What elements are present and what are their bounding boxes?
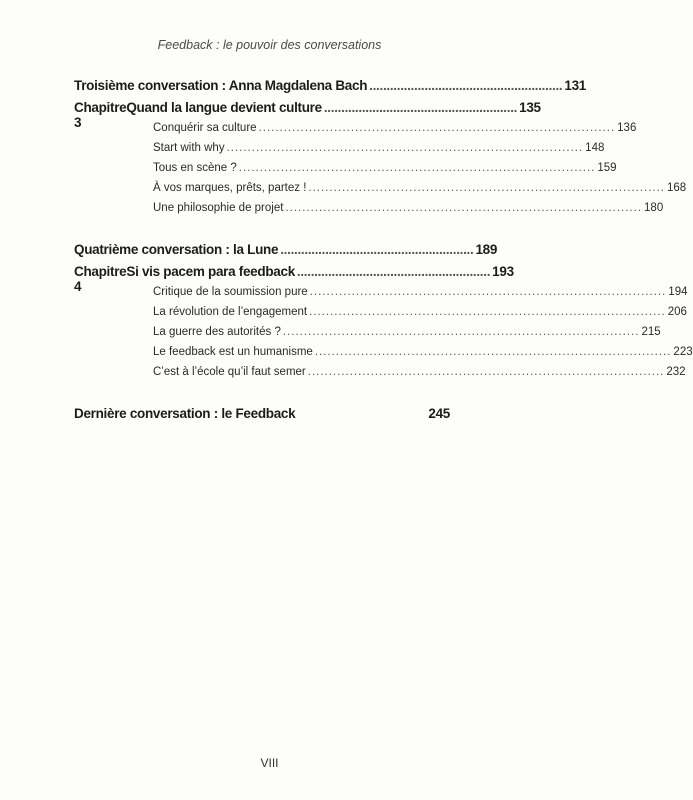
chapter-page: 135 (519, 100, 541, 115)
dot-leader: ........................................................ (296, 264, 491, 279)
toc-entry-page: 189 (475, 242, 498, 257)
dot-leader: ..................................................................................... (314, 346, 672, 358)
toc-section-item (153, 182, 687, 202)
section-title: Start with why (153, 142, 225, 154)
dot-leader: ..................................................................................... (226, 142, 584, 154)
toc-entry-page: 245 (428, 406, 450, 421)
toc-entry-title: Quatrième conversation : la Lune (74, 242, 279, 257)
vertical-spacer (74, 386, 450, 406)
toc-section-item (153, 346, 693, 366)
dot-leader: ..................................................................................... (307, 366, 665, 378)
section-title: Une philosophie de projet (153, 202, 284, 214)
toc-entry-title: Dernière conversation : le Feedback (74, 406, 296, 421)
chapter-title: Quand la langue devient culture (126, 100, 322, 115)
section-page: 232 (666, 366, 686, 378)
toc-entry-title: Troisième conversation : Anna Magdalena Bach (74, 78, 368, 93)
section-title: Conquérir sa culture (153, 122, 257, 134)
dot-leader: ..................................................................................... (285, 202, 643, 214)
dot-leader: ..................................................................................... (309, 306, 666, 318)
toc-section-item (153, 162, 617, 182)
toc-entry-part3 (74, 78, 587, 100)
chapter-page: 193 (492, 264, 514, 279)
section-page: 148 (585, 142, 605, 154)
dot-leader: ..................................................................................... (308, 182, 665, 194)
dot-leader: ..................................................................................... (258, 122, 616, 134)
section-title: La révolution de l’engagement (153, 306, 308, 318)
dot-leader: ........................................................ (369, 78, 563, 93)
section-title: À vos marques, prêts, partez ! (153, 182, 307, 194)
section-page: 136 (617, 122, 637, 134)
vertical-spacer (74, 222, 450, 242)
section-title: C’est à l’école qu’il faut semer (153, 366, 306, 378)
toc-entry-page: 131 (564, 78, 587, 93)
toc-section-item (153, 366, 686, 386)
toc-entry-part4 (74, 242, 498, 264)
dot-leader: ..................................................................................... (309, 286, 667, 298)
section-page: 159 (597, 162, 617, 174)
section-page: 215 (641, 326, 661, 338)
dot-leader: ..................................................................................... (238, 162, 596, 174)
toc-section-item (153, 306, 687, 326)
dot-leader: ........................................................ (280, 242, 474, 257)
table-of-contents (74, 78, 693, 428)
dot-leader: ..................................................................................... (282, 326, 640, 338)
section-page: 194 (668, 286, 688, 298)
toc-section-item (153, 122, 637, 142)
running-header: Feedback : le pouvoir des conversations (157, 38, 382, 52)
toc-section-item (153, 286, 688, 306)
section-page: 180 (644, 202, 664, 214)
chapter-label: Chapitre 4 (74, 264, 127, 294)
section-page: 168 (667, 182, 687, 194)
toc-section-item (153, 202, 664, 222)
section-title: Tous en scène ? (153, 162, 237, 174)
toc-section-item (153, 142, 605, 162)
chapter-title: Si vis pacem para feedback (126, 264, 295, 279)
section-title: Critique de la soumission pure (153, 286, 308, 298)
dot-leader: ........................................................ (323, 100, 518, 115)
page-folio: VIII (260, 756, 279, 770)
section-title: Le feedback est un humanisme (153, 346, 313, 358)
toc-section-item (153, 326, 661, 346)
section-page: 206 (667, 306, 687, 318)
chapter-label: Chapitre 3 (74, 100, 127, 130)
section-title: La guerre des autorités ? (153, 326, 281, 338)
section-page: 223 (673, 346, 693, 358)
toc-entry-final (74, 406, 450, 428)
